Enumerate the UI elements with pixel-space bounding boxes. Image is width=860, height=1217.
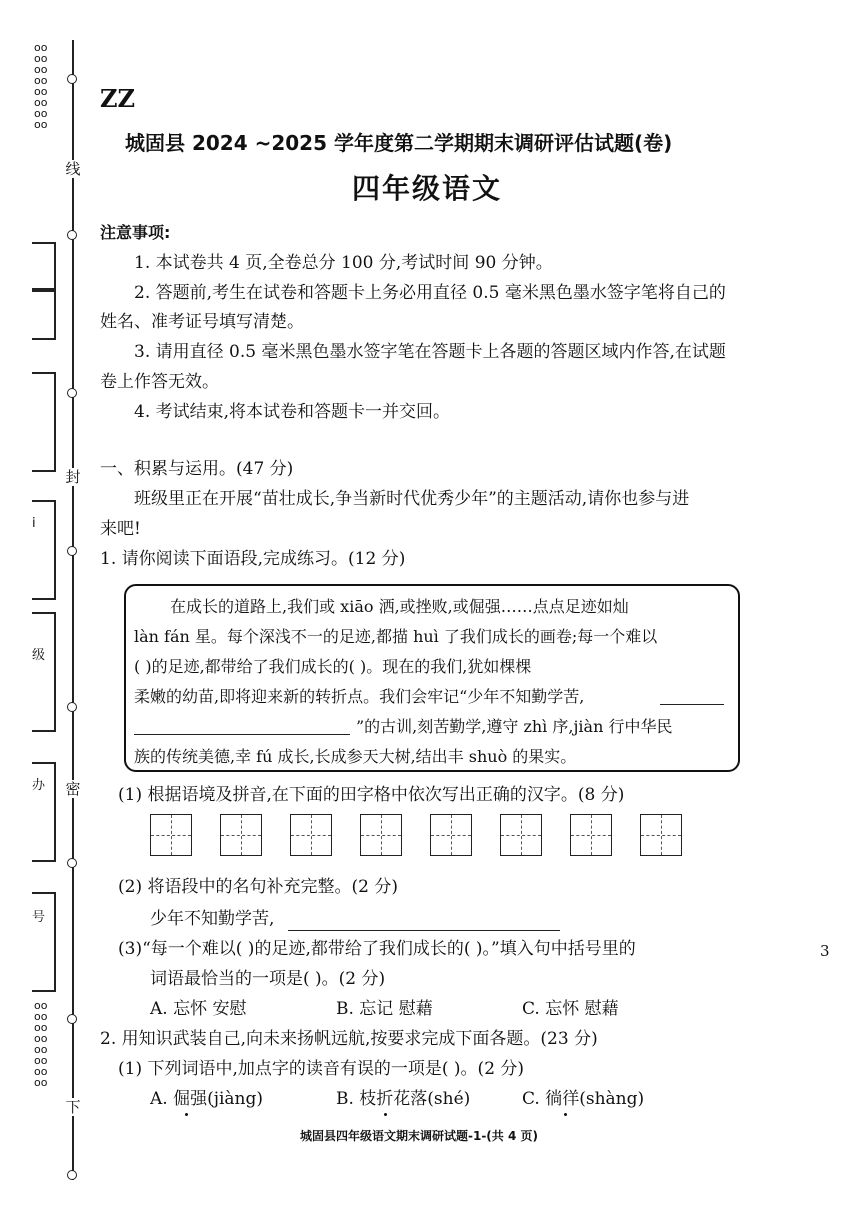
notice-item: 1. 本试卷共 4 页,全卷总分 100 分,考试时间 90 分钟。 [134,253,553,273]
passage-line: 柔嫩的幼苗,即将迎来新的转折点。我们会牢记“少年不知勤学苦, [134,687,585,706]
question-2: 2. 用知识武装自己,向未来扬帆远航,按要求完成下面各题。(23 分) [100,1029,598,1049]
passage-line: ”的古训,刻苦勤学,遵守 zhì 序,jiàn 行中华民 [356,717,673,736]
binding-hole [67,1170,77,1180]
binding-hole [67,74,77,84]
student-field-box [32,372,56,472]
binding-label-seal: 封 [65,468,81,486]
notice-item: 4. 考试结束,将本试卷和答题卡一并交回。 [134,402,451,422]
notice-item: 2. 答题前,考生在试卷和答题卡上务必用直径 0.5 毫米黑色墨水签字笔将自己的 [134,283,726,303]
exam-title: 城固县 2024 ~2025 学年度第二学期期末调研评估试题(卷) [125,131,673,155]
answer-underline[interactable] [288,930,560,931]
subject-title: 四年级语文 [352,172,503,205]
binding-label-bottom: 下 [65,1098,81,1116]
notice-item: 姓名、准考证号填写清楚。 [100,312,304,332]
passage-line: ( )的足迹,都带给了我们成长的( )。现在的我们,犹如棵棵 [134,657,532,676]
binding-label-secret: 密 [65,780,81,798]
student-field-box [32,500,56,600]
student-field-label: 办 [32,778,46,793]
notice-item: 卷上作答无效。 [100,372,219,392]
notice-heading: 注意事项: [100,223,171,242]
option-c: C. 忘怀 慰藉 [522,999,619,1019]
question-1: 1. 请你阅读下面语段,完成练习。(12 分) [100,549,406,569]
binding-hole [67,858,77,868]
question-1-3-cont: 词语最恰当的一项是( )。(2 分) [150,969,386,989]
binding-hole [67,1014,77,1024]
paper-code: ZZ [100,84,136,113]
binding-hole [67,230,77,240]
section-intro: 来吧! [100,519,141,539]
tianzige-cell[interactable] [640,814,682,856]
student-field-box [32,612,56,732]
option-b: B. 枝折花落(shé) [336,1089,471,1109]
student-field-box [32,290,56,340]
tianzige-cell[interactable] [290,814,332,856]
option-b: B. 忘记 慰藉 [336,999,433,1019]
fill-blank-line[interactable] [660,704,724,705]
passage-line: 在成长的道路上,我们或 xiāo 洒,或挫败,或倔强……点点足迹如灿 [170,597,629,616]
option-c: C. 徜徉(shàng) [522,1089,645,1109]
student-field-label: 级 [32,648,46,663]
notice-item: 3. 请用直径 0.5 毫米黑色墨水签字笔在答题卡上各题的答题区域内作答,在试题 [134,342,726,362]
binding-dots-top: oooooooooooooooo [34,41,48,131]
passage-line: làn fán 星。每个深浅不一的足迹,都描 huì 了我们成长的画卷;每一个难以 [134,627,658,646]
binding-dots-bottom: oooooooooooooooo [34,999,48,1089]
binding-label-line: 线 [65,160,81,178]
binding-hole [67,702,77,712]
tianzige-cell[interactable] [150,814,192,856]
option-a: A. 忘怀 安慰 [150,999,247,1019]
passage-line: 族的传统美德,幸 fú 成长,长成参天大树,结出丰 shuò 的果实。 [134,747,577,766]
question-1-3: (3)“每一个难以( )的足迹,都带给了我们成长的( )。”填入句中括号里的 [118,939,636,959]
tianzige-cell[interactable] [570,814,612,856]
question-1-1: (1) 根据语境及拼音,在下面的田字格中依次写出正确的汉字。(8 分) [118,785,625,805]
page-footer: 城固县四年级语文期末调研试题-1-(共 4 页) [300,1129,538,1143]
emphasis-dot [185,1113,188,1116]
famous-line-prompt: 少年不知勤学苦, [150,909,275,929]
emphasis-dot [564,1113,567,1116]
student-field-box [32,242,56,290]
option-a: A. 倔强(jiàng) [150,1089,264,1109]
binding-hole [67,546,77,556]
section-heading: 一、积累与运用。(47 分) [100,459,294,479]
section-intro: 班级里正在开展“苗壮成长,争当新时代优秀少年”的主题活动,请你也参与进 [134,489,690,509]
reading-passage-box [124,584,740,772]
emphasis-dot [384,1113,387,1116]
question-1-2: (2) 将语段中的名句补充完整。(2 分) [118,877,398,897]
tianzige-cell[interactable] [360,814,402,856]
binding-line [72,40,74,1180]
student-field-label: i [32,516,36,531]
student-field-label: 号 [32,910,46,925]
tianzige-cell[interactable] [430,814,472,856]
edge-mark: 3 [820,942,830,960]
fill-blank-line[interactable] [134,734,350,735]
binding-hole [67,388,77,398]
tianzige-cell[interactable] [220,814,262,856]
question-2-1: (1) 下列词语中,加点字的读音有误的一项是( )。(2 分) [118,1059,525,1079]
tianzige-cell[interactable] [500,814,542,856]
